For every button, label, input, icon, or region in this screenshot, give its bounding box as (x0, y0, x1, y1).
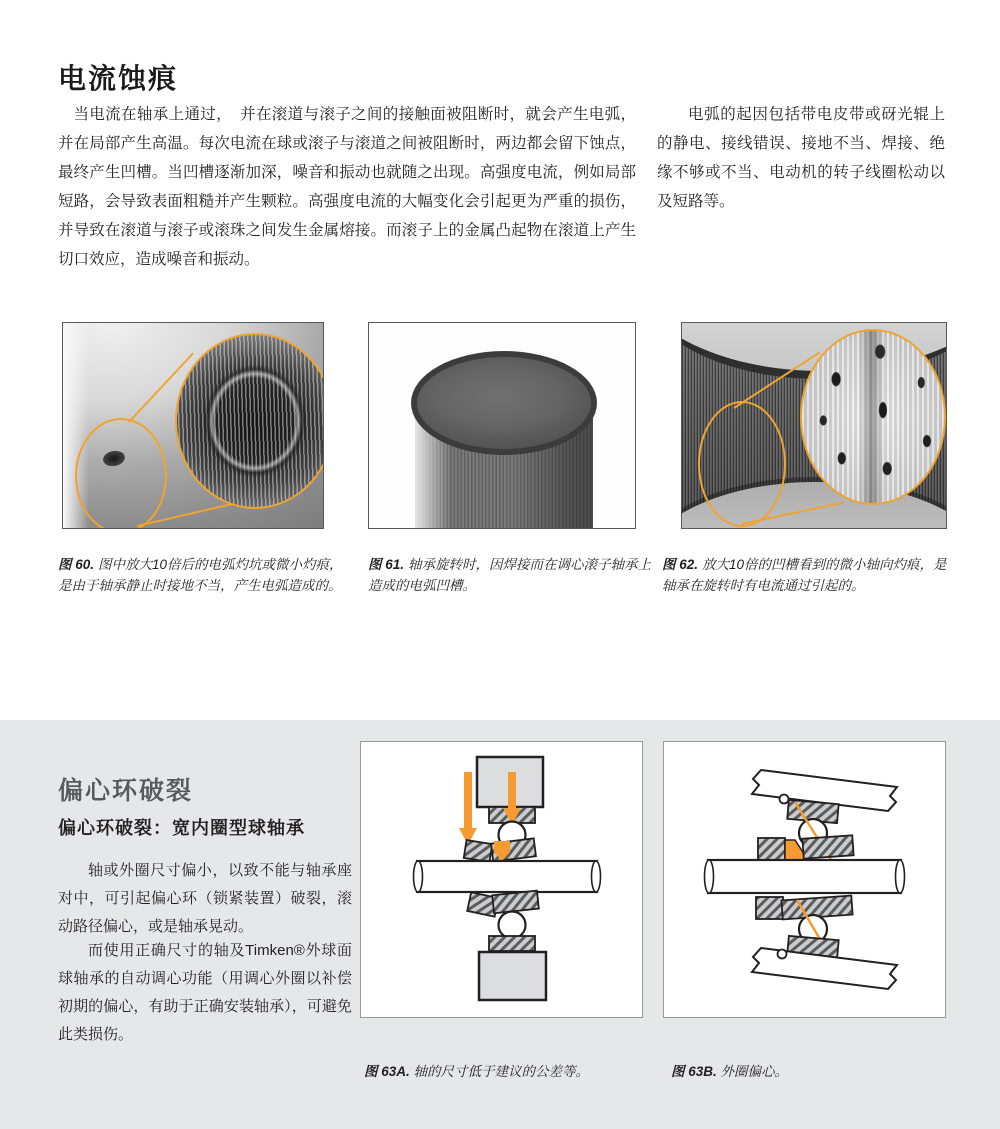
figure-63b-diagram (663, 741, 946, 1018)
figure-63b-caption-text: 外圈偏心。 (720, 1063, 789, 1079)
intro-paragraph-left: 当电流在轴承上通过， 并在滚道与滚子之间的接触面被阻断时，就会产生电弧，并在局部产生高温。每次电流在球或滚子与滚道之间被阻断时，两边都会留下蚀点，最终产生凹槽。当凹槽逐渐加深，噪音和振动也就随之出现。高强度电流，例如局部短路，会导致表面粗糙并产生颗粒。高强度电流的大幅变化会引起更为严重的损伤，并导致在滚道与滚子或滚珠之间发生金属熔接。而滚子上的金属凸起物在滚道上产生切口效应，造成噪音和振动。 (58, 105, 636, 268)
figure-60-caption-text: 图中放大10倍后的电弧灼坑或微小灼痕，是由于轴承静止时接地不当，产生电弧造成的。 (58, 556, 343, 593)
section-paragraph-1: 轴或外圈尺寸偏小，以致不能与轴承座对中，可引起偏心环（锁紧装置）破裂，滚动路径偏心，或是轴承晃动。 (58, 862, 352, 935)
figure-63a-caption-text: 轴的尺寸低于建议的公差等。 (413, 1063, 590, 1079)
figure-61-photo (368, 322, 636, 529)
figure-60-photo (62, 322, 324, 529)
figure-63b-label: 图 63B. (671, 1063, 717, 1079)
figure-60-caption (58, 554, 350, 596)
magnifier-source-ellipse (698, 401, 786, 527)
figure-62-photo (681, 322, 947, 529)
figure-61-caption (368, 554, 652, 596)
figure-60-label: 图 60. (58, 556, 95, 572)
figure-63a-diagram (360, 741, 643, 1018)
magnifier-source-ellipse (75, 418, 167, 529)
figure-62-caption-text: 放大10倍的凹槽看到的微小轴向灼痕，是轴承在旋转时有电流通过引起的。 (662, 556, 947, 593)
section-paragraph-2: 而使用正确尺寸的轴及Timken®外球面球轴承的自动调心功能（用调心外圈以补偿初期的偏心，有助于正确安装轴承），可避免此类损伤。 (58, 942, 352, 1043)
outer-ring-misalignment-diagram-svg (664, 742, 945, 1017)
figure-63a-caption (364, 1060, 654, 1080)
section-title: 偏心环破裂 (58, 776, 194, 805)
figure-61-label: 图 61. (368, 556, 405, 572)
figure-62-caption (662, 554, 954, 596)
figure-63a-label: 图 63A. (364, 1063, 410, 1079)
figure-63b-caption (671, 1060, 931, 1080)
figure-62-label: 图 62. (662, 556, 699, 572)
shaft-undersize-diagram-svg (361, 742, 642, 1017)
intro-paragraph-right: 电弧的起因包括带电皮带或砑光辊上的静电、接线错误、接地不当、焊接、绝缘不够或不当、电动机的转子线圈松动以及短路等。 (657, 105, 945, 210)
magnifier-detail-circle (175, 333, 324, 509)
roller-top-face (411, 351, 597, 455)
magnifier-detail-circle (800, 329, 946, 505)
figure-61-caption-text: 轴承旋转时，因焊接而在调心滚子轴承上造成的电弧凹槽。 (368, 556, 652, 593)
page-title: 电流蚀痕 (58, 62, 179, 94)
section-subtitle: 偏心环破裂：宽内圈型球轴承 (58, 818, 305, 838)
